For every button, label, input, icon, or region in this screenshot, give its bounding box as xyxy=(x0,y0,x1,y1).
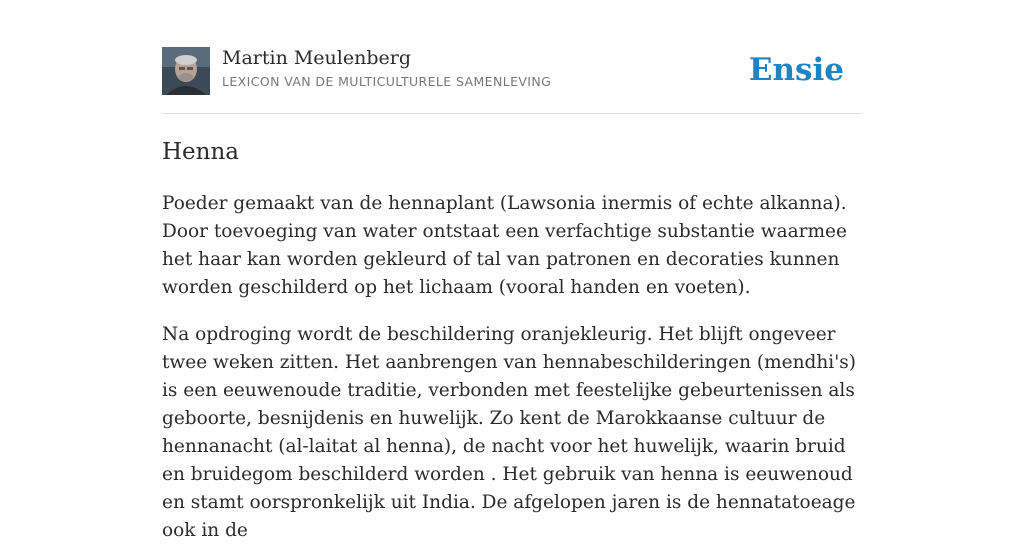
article-paragraph: Poeder gemaakt van de hennaplant (Lawsonia inermis of echte alkanna). Door toevoeging van water ontstaat een verfachtige substantie waarmee het haar kan worden gekleurd of tal van patronen en decoraties kunnen worden geschilderd op het lichaam (vooral handen en voeten). xyxy=(162,193,847,298)
article-paragraph: Na opdroging wordt de beschildering oranjekleurig. Het blijft ongeveer twee weken zitten. Het aanbrengen van hennabeschilderingen (mendhi's) is een eeuwenoude traditie, verbonden met feestelijke gebeurtenissen als geboorte, besnijdenis en huwelijk. Zo kent de Marokkaanse cultuur de hennanacht (al-laitat al henna), de nacht voor het huwelijk, waarin bruid en bruidegom beschilderd worden . Het gebruik van henna is eeuwenoud en stamt oorspronkelijk uit India. De afgelopen jaren is de hennatatoeage ook in de xyxy=(162,324,856,541)
ensie-logo[interactable]: Ensie xyxy=(748,52,844,88)
article-title: Henna xyxy=(162,139,240,165)
header-divider xyxy=(162,113,862,114)
publication-name[interactable]: LEXICON VAN DE MULTICULTURELE SAMENLEVING xyxy=(222,74,552,89)
author-avatar[interactable] xyxy=(162,47,210,95)
author-photo xyxy=(162,47,210,95)
author-name[interactable]: Martin Meulenberg xyxy=(222,47,411,69)
article-header xyxy=(162,46,862,96)
